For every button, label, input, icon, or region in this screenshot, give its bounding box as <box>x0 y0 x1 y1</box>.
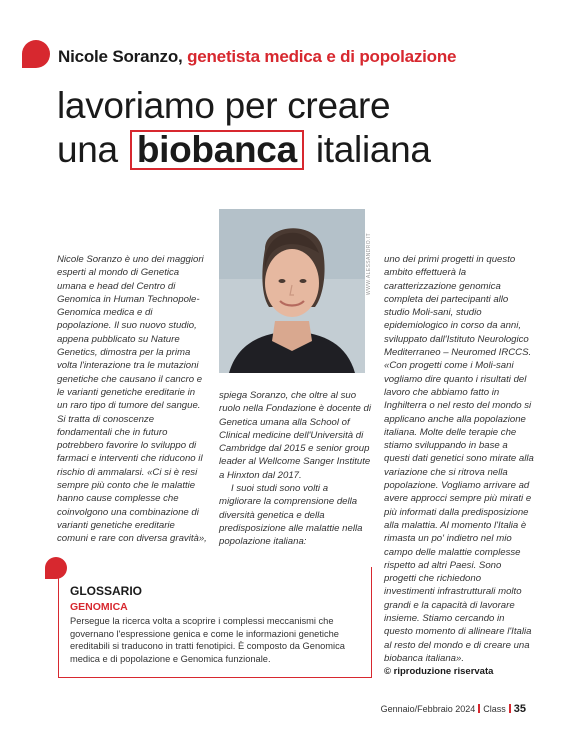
body-column-2 <box>219 389 371 549</box>
footer-divider <box>509 704 511 713</box>
body-column-1 <box>57 253 207 546</box>
headline-line-1: lavoriamo per creare <box>57 85 391 126</box>
kicker-bullet <box>22 40 50 68</box>
footer-divider <box>478 704 480 713</box>
headline <box>57 84 431 172</box>
column-3-text: uno dei primi progetti in questo ambito effettuerà la caratterizzazione genomica completa dei partecipanti allo studio Moli-sani, studio epidemiologico in corso da anni, sviluppato dall'Istituto Neurologico Mediterraneo – Neuromed IRCCS. «Con progetti come i Moli-sani vogliamo dire quanto i risultati del lavoro che abbiamo fatto in Inghilterra o nel resto del mondo si applicano anche alla popolazione italiana. Molte delle terapie che stiamo sviluppando in base a questi dati genetici sono mirate alla variazione che si ritrova nella popolazione. Vogliamo arrivare ad avere approcci sempre più mirati e più informati dalla predisposizione alla malattia. Al momento l'Italia è rimasta un po' indietro nel mio campo delle malattie complesse rispetto ad altri Paesi. Sono progetti che richiedono investimenti infrastrutturali molto grandi e la capacità di lavorare insieme. Stiamo cercando in questo momento di allineare l'Italia al resto del mondo e di creare una biobanca italiana». <box>384 254 534 664</box>
headline-pre: una <box>57 129 118 170</box>
portrait-photo <box>219 209 365 373</box>
column-2-paragraph-1: spiega Soranzo, che oltre al suo ruolo nella Fondazione è docente di Genetica umana alla School of Clinical medicine dell'Università di Cambridge dal 2015 e senior group leader al Wellcome Sanger Institute a Hinxton dal 2017. <box>219 390 372 481</box>
photo-credit: WWW.ALESSANDRO.IT <box>366 232 372 295</box>
headline-post: italiana <box>315 129 431 170</box>
page-footer <box>381 703 526 715</box>
rights-notice: © riproduzione riservata <box>384 666 494 678</box>
column-2-paragraph-2: I suoi studi sono volti a migliorare la comprensione della diversità genetica e della predisposizione alle malattie nella popolazione italiana: <box>219 483 363 548</box>
glossary-title: GLOSSARIO <box>70 584 143 598</box>
headline-highlight: biobanca <box>130 130 304 170</box>
headline-line-2 <box>57 128 431 172</box>
column-1-text: Nicole Soranzo è uno dei maggiori esperti al mondo di Genetica umana e head del Centro di Genomica in Human Technopole-Genomica medica e di popolazione. Il suo nuovo studio, appena pubblicato su Nature Genetics, dimostra per la prima volta l'interazione tra le mutazioni genetiche che causano il cancro e le varianti genetiche ereditarie in un raro tipo di tumore del sangue. Si tratta di conoscenze fondamentali che in futuro potrebbero favorire lo sviluppo di farmaci e interventi che riducono il rischio di ammalarsi. «Ci si è resi sempre più conto che le malattie hanno cause complesse che coinvolgono una combinazione di varianti genetiche ereditarie comuni e rare con diversa gravità», <box>57 254 207 545</box>
footer-magazine: Class <box>483 704 506 714</box>
kicker-name: Nicole Soranzo, <box>58 47 183 66</box>
portrait-illustration <box>219 209 365 373</box>
glossary-definition: Persegue la ricerca volta a scoprire i complessi meccanismi che governano l'espressione genica e come le informazioni genetiche ereditabili si traducono in tratti fenotipici. È composto da Genomica medica e di popolazione e Genomica funzionale. <box>70 616 345 664</box>
footer-issue: Gennaio/Febbraio 2024 <box>380 704 476 714</box>
glossary-box <box>58 567 372 678</box>
glossary-bullet <box>45 557 67 579</box>
glossary-term: GENOMICA <box>70 601 128 613</box>
kicker-role: genetista medica e di popolazione <box>187 47 457 66</box>
body-column-3 <box>384 253 534 679</box>
page-number: 35 <box>513 703 526 715</box>
kicker <box>58 47 456 67</box>
